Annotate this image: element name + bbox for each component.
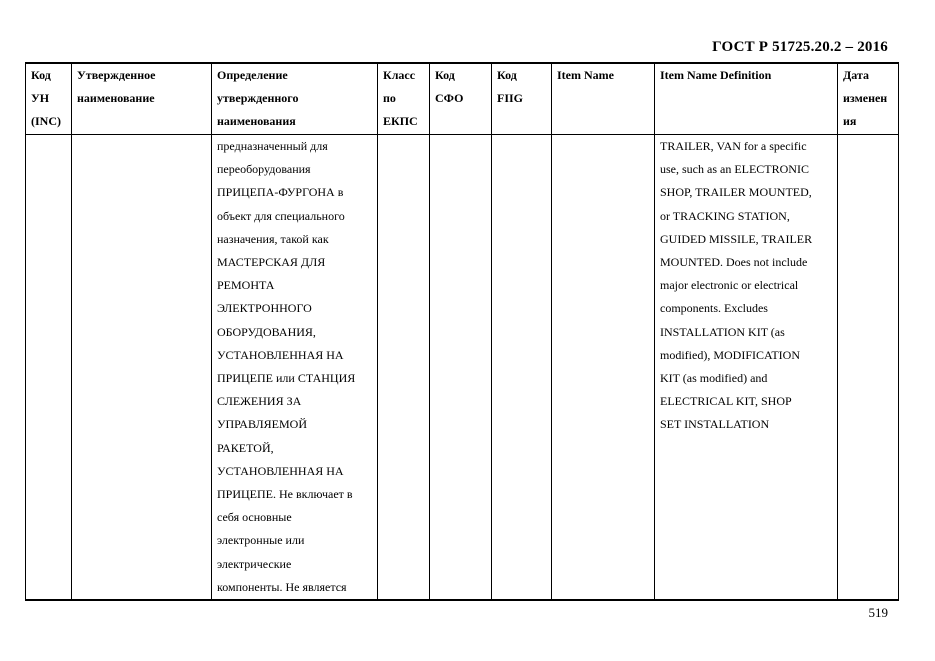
header-sfo-code: Код СФО (430, 63, 492, 135)
header-approved-name: Утвержденное наименование (72, 63, 212, 135)
cell-ekps-class (378, 135, 430, 601)
header-ekps-class: Класс по ЕКПС (378, 63, 430, 135)
table-header-row (26, 63, 899, 135)
header-change-date: Дата изменен ия (838, 63, 899, 135)
cell-item-name (552, 135, 655, 601)
cell-sfo-code (430, 135, 492, 601)
header-item-name-definition: Item Name Definition (655, 63, 838, 135)
header-item-name: Item Name (552, 63, 655, 135)
table-row (26, 135, 899, 601)
cell-definition-ru: предназначенный для переоборудования ПРИЦЕПА-ФУРГОНА в объект для специального назначения, такой как МАСТЕРСКАЯ ДЛЯ РЕМОНТА ЭЛЕКТРОННОГО ОБОРУДОВАНИЯ, УСТАНОВЛЕННАЯ НА ПРИЦЕПЕ или СТАНЦИЯ СЛЕЖЕНИЯ ЗА УПРАВЛЯЕМОЙ РАКЕТОЙ, УСТАНОВЛЕННАЯ НА ПРИЦЕПЕ. Не включает в себя основные электронные или электрические компоненты. Не является (212, 135, 378, 601)
cell-change-date (838, 135, 899, 601)
specification-table (25, 62, 899, 601)
cell-item-name-definition: TRAILER, VAN for a specific use, such as an ELECTRONIC SHOP, TRAILER MOUNTED, or TRACKING STATION, GUIDED MISSILE, TRAILER MOUNTED. Does not include major electronic or electrical components. Excludes INSTALLATION KIT (as modified), MODIFICATION KIT (as modified) and ELECTRICAL KIT, SHOP SET INSTALLATION (655, 135, 838, 601)
cell-fiig-code (492, 135, 552, 601)
header-inc: Код УН (INC) (26, 63, 72, 135)
cell-inc (26, 135, 72, 601)
page-number: 519 (868, 605, 888, 620)
cell-approved-name (72, 135, 212, 601)
header-definition: Определение утвержденного наименования (212, 63, 378, 135)
header-fiig-code: Код FIIG (492, 63, 552, 135)
document-title: ГОСТ Р 51725.20.2 – 2016 (712, 39, 888, 55)
